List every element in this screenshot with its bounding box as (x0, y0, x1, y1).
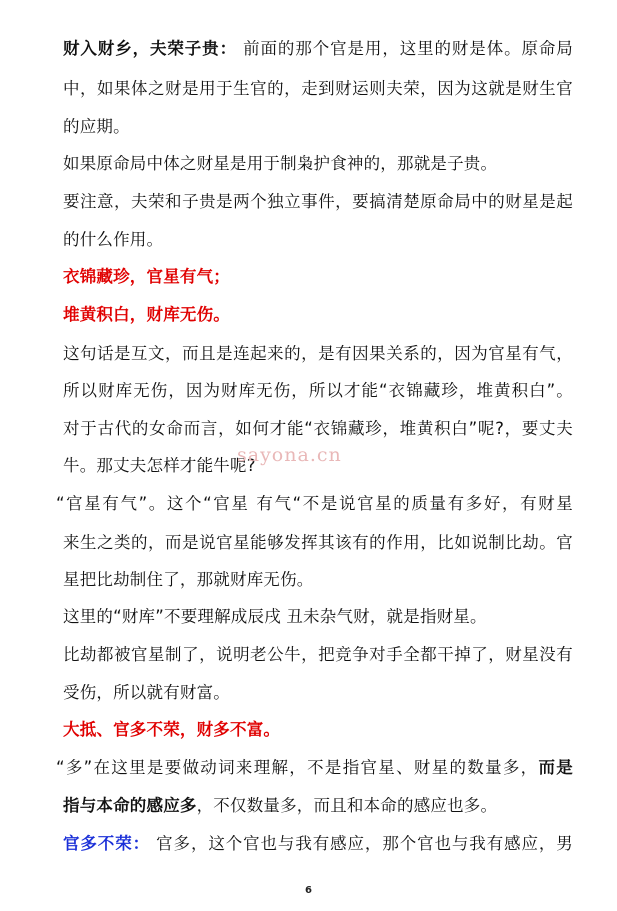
paragraph-9-emphasis-2: 指与本命的感应多 (63, 796, 197, 815)
paragraph-9-emphasis: 而是 (538, 758, 573, 777)
paragraph-5-line-1: 对于古代的女命而言，如何才能“衣锦藏珍，堆黄积白”呢?，要丈夫 (63, 419, 573, 438)
paragraph-1-line-1 (63, 38, 573, 60)
paragraph-9-text: “多”在这里是要做动词来理解，不是指官星、财星的数量多， (56, 758, 539, 777)
paragraph-2-line-1: 如果原命局中体之财星是用于制枭护食神的，那就是子贵。 (63, 154, 498, 173)
paragraph-4-line-2: 所以财库无伤，因为财库无伤，所以才能“衣锦藏珍，堆黄积白”。 (63, 381, 573, 400)
heading-red-1: 衣锦藏珍，官星有气； (63, 267, 230, 286)
paragraph-4-line-1: 这句话是互文，而且是连起来的，是有因果关系的，因为官星有气， (63, 344, 573, 363)
paragraph-3-line-1: 要注意，夫荣和子贵是两个独立事件，要搞清楚原命局中的财星是起 (63, 192, 573, 211)
paragraph-1-line-3: 的应期。 (63, 117, 130, 136)
paragraph-8-line-1: 比劫都被官星制了，说明老公牛，把竞争对手全都干掉了，财星没有 (63, 645, 573, 664)
paragraph-6-line-1: “官星有气”。这个“官星 有气“不是说官星的质量有多好，有财星 (56, 494, 573, 513)
paragraph-10-line-1 (63, 833, 573, 855)
paragraph-1-line-2: 中，如果体之财是用于生官的，走到财运则夫荣，因为这就是财生官 (63, 79, 573, 98)
watermark: sayona.cn (237, 444, 342, 466)
paragraph-3-line-2: 的什么作用。 (63, 230, 164, 249)
paragraph-9-line-2 (63, 795, 573, 817)
paragraph-9-line-1 (56, 757, 573, 779)
heading-red-2: 堆黄积白，财库无伤。 (63, 305, 230, 324)
paragraph-10-text: 官多，这个官也与我有感应，那个官也与我有感应，男 (150, 834, 574, 853)
paragraph-9-text-2: ，不仅数量多，而且和本命的感应也多。 (196, 796, 498, 815)
paragraph-5-line-2: 牛。那丈夫怎样才能牛呢? (63, 456, 256, 475)
paragraph-10-heading: 官多不荣： (63, 834, 150, 853)
paragraph-8-line-2: 受伤，所以就有财富。 (63, 683, 230, 702)
paragraph-7-line-1: 这里的“财库”不要理解成辰戌 丑未杂气财，就是指财星。 (63, 607, 487, 626)
paragraph-6-line-2: 来生之类的，而是说官星能够发挥其该有的作用，比如说制比劫。官 (63, 533, 573, 552)
paragraph-6-line-3: 星把比劫制住了，那就财库无伤。 (63, 570, 314, 589)
heading-red-3: 大抵、官多不荣，财多不富。 (63, 720, 281, 739)
paragraph-1-text: 前面的那个官是用，这里的财是体。原命局 (236, 39, 573, 58)
paragraph-1-heading: 财入财乡，夫荣子贵： (63, 39, 237, 58)
page-number: 6 (305, 885, 312, 896)
